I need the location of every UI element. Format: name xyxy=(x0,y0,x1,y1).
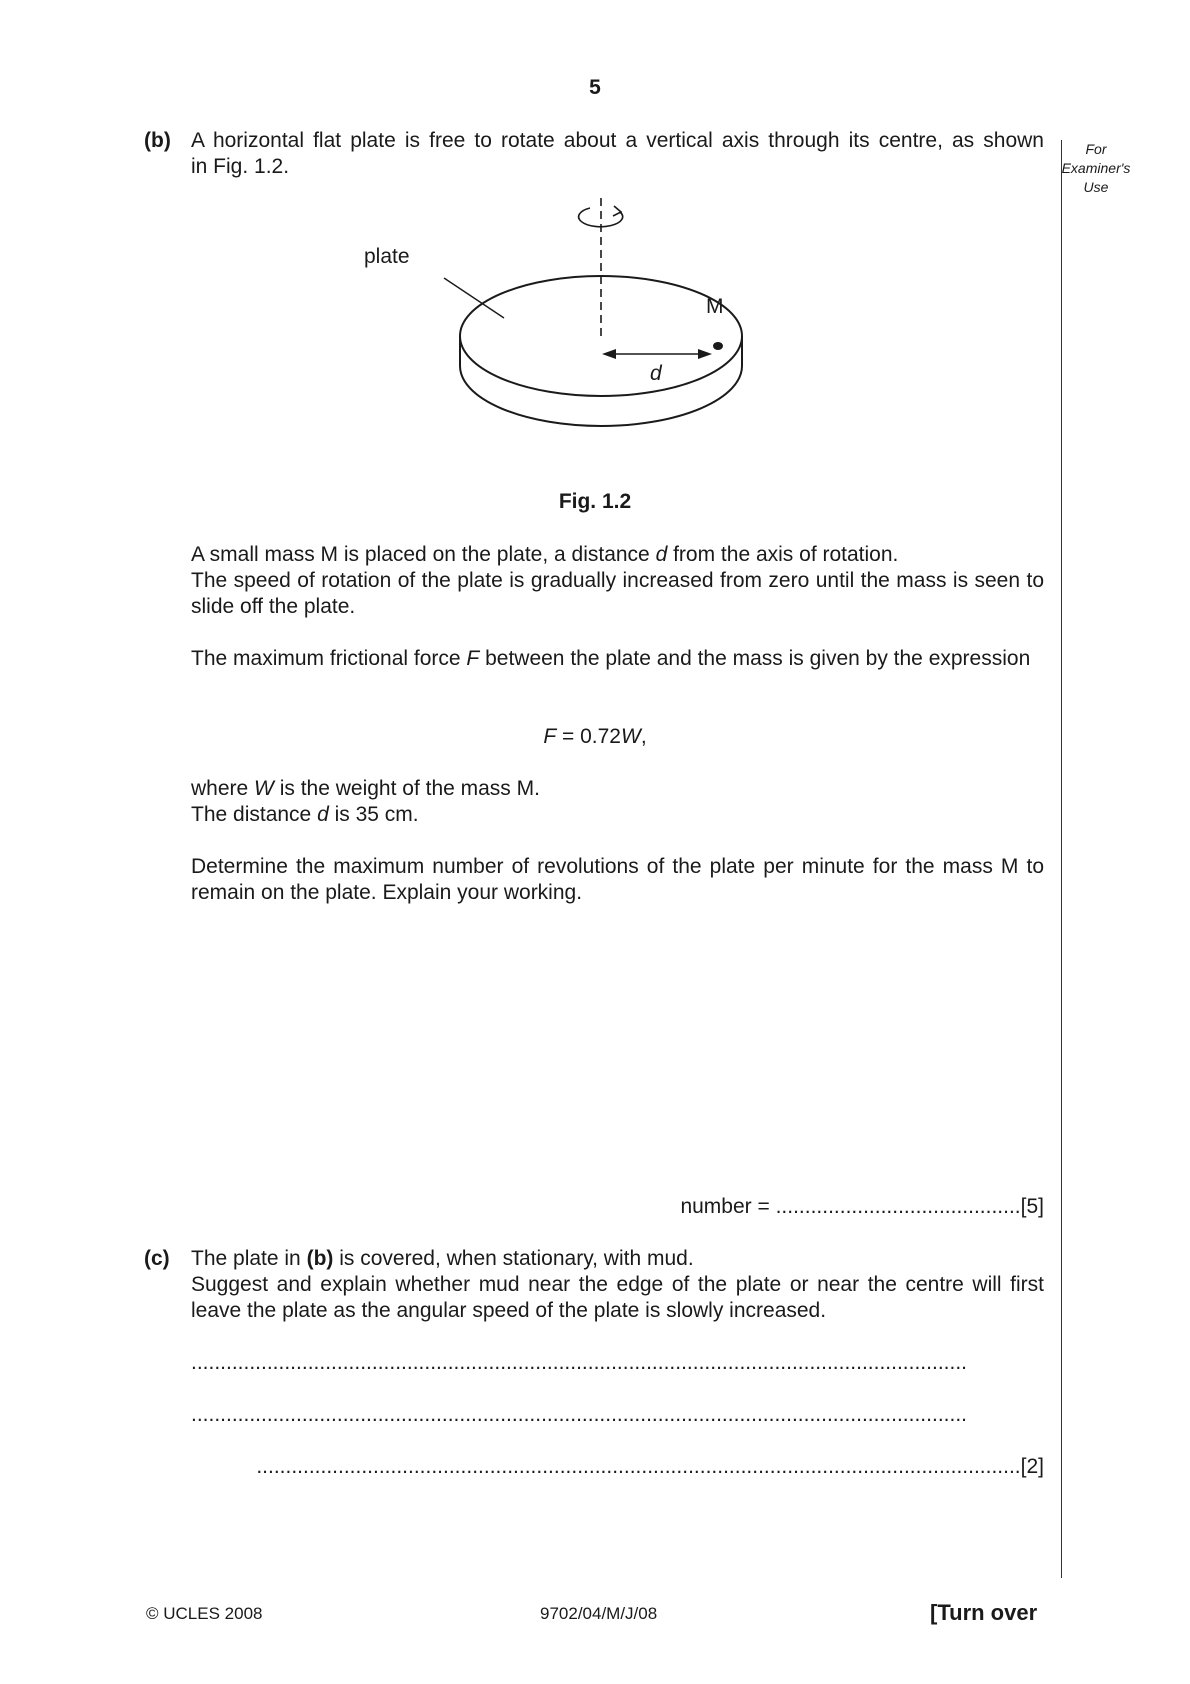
examiner-line-1: For xyxy=(1085,141,1107,157)
para2-text-a: The maximum frictional force xyxy=(191,647,467,670)
answer-line-c-3[interactable] xyxy=(191,1454,1044,1480)
para3-text-b: is the weight of the mass M. xyxy=(273,777,540,800)
part-b-para-1 xyxy=(191,542,1044,620)
para3-var-d: d xyxy=(317,803,329,826)
figure-caption: Fig. 1.2 xyxy=(558,490,632,513)
equation-rhs: W xyxy=(620,725,641,748)
distance-label: d xyxy=(650,362,662,385)
para1-text-b: from the axis of rotation. xyxy=(667,543,899,566)
para3-var-w: W xyxy=(254,777,274,800)
para1-text-a: A small mass M is placed on the plate, a distance xyxy=(191,543,656,566)
part-b-para-3 xyxy=(191,776,1044,828)
para1-var-d: d xyxy=(655,543,668,566)
part-c-text xyxy=(191,1246,1044,1324)
answer-line-c-2[interactable]: ..................................................................................................................................... xyxy=(191,1403,967,1426)
distance-arrowhead-right xyxy=(698,349,712,359)
footer-turn-over: [Turn over xyxy=(930,1600,1038,1625)
question-label-b: (b) xyxy=(144,129,171,152)
equation-end: , xyxy=(640,725,647,748)
para2-text-b: between the plate and the mass is given by the expression xyxy=(479,647,1031,670)
part-c-text-a: The plate in xyxy=(191,1247,307,1270)
part-c-text-c: Suggest and explain whether mud near the edge of the plate or near the centre will first leave the plate as the angular speed of the plate is slowly increased. xyxy=(191,1273,1044,1322)
equation-mid: = 0.72 xyxy=(556,725,621,748)
part-c-marks: [2] xyxy=(1020,1455,1044,1478)
footer-paper-code: 9702/04/M/J/08 xyxy=(540,1604,658,1623)
distance-arrowhead-left xyxy=(602,349,616,359)
equation xyxy=(0,724,1190,750)
answer-line-c-3-dots[interactable]: ................................................................................................................................... xyxy=(256,1455,1021,1478)
para2-var-f: F xyxy=(466,647,480,670)
part-b-intro-line1: A horizontal flat plate is free to rotate about a vertical axis through its centre, as shown xyxy=(191,129,1044,152)
para3-text-c: The distance xyxy=(191,803,318,826)
examiner-line-2: Examiner's xyxy=(1061,160,1131,176)
page-number: 5 xyxy=(589,76,601,99)
answer-line-c-1[interactable]: ..................................................................................................................................... xyxy=(191,1351,967,1374)
examiner-margin-rule xyxy=(1061,140,1062,1578)
part-c-text-b: is covered, when stationary, with mud. xyxy=(333,1247,694,1270)
answer-label: number = xyxy=(680,1195,776,1218)
answer-line-number[interactable] xyxy=(191,1194,1044,1220)
para3-text-a: where xyxy=(191,777,255,800)
equation-lhs: F xyxy=(543,725,557,748)
mass-label: M xyxy=(706,295,724,318)
para1-text-c: The speed of rotation of the plate is gradually increased from zero until the mass is seen to slide off the plate. xyxy=(191,569,1044,618)
examiner-use-box xyxy=(1058,140,1134,197)
plate-leader-line xyxy=(444,278,504,318)
rotation-arrowhead-icon xyxy=(613,206,621,216)
para3-text-d: is 35 cm. xyxy=(328,803,419,826)
question-label-c: (c) xyxy=(144,1247,170,1270)
figure-rotating-plate xyxy=(364,196,760,466)
examiner-line-3: Use xyxy=(1083,179,1109,195)
plate-rim xyxy=(460,336,742,426)
footer-copyright: © UCLES 2008 xyxy=(146,1604,263,1623)
mass-dot xyxy=(713,342,723,350)
part-b-para-4: Determine the maximum number of revolutions of the plate per minute for the mass M to remain on the plate. Explain your working. xyxy=(191,855,1044,904)
answer-marks: [5] xyxy=(1020,1195,1044,1218)
plate-label: plate xyxy=(364,245,410,268)
part-b-para-2 xyxy=(191,646,1044,672)
part-c-ref-b: (b) xyxy=(306,1247,334,1270)
answer-dots[interactable]: .......................................... xyxy=(775,1195,1021,1218)
part-b-intro-line2: in Fig. 1.2. xyxy=(191,155,290,178)
